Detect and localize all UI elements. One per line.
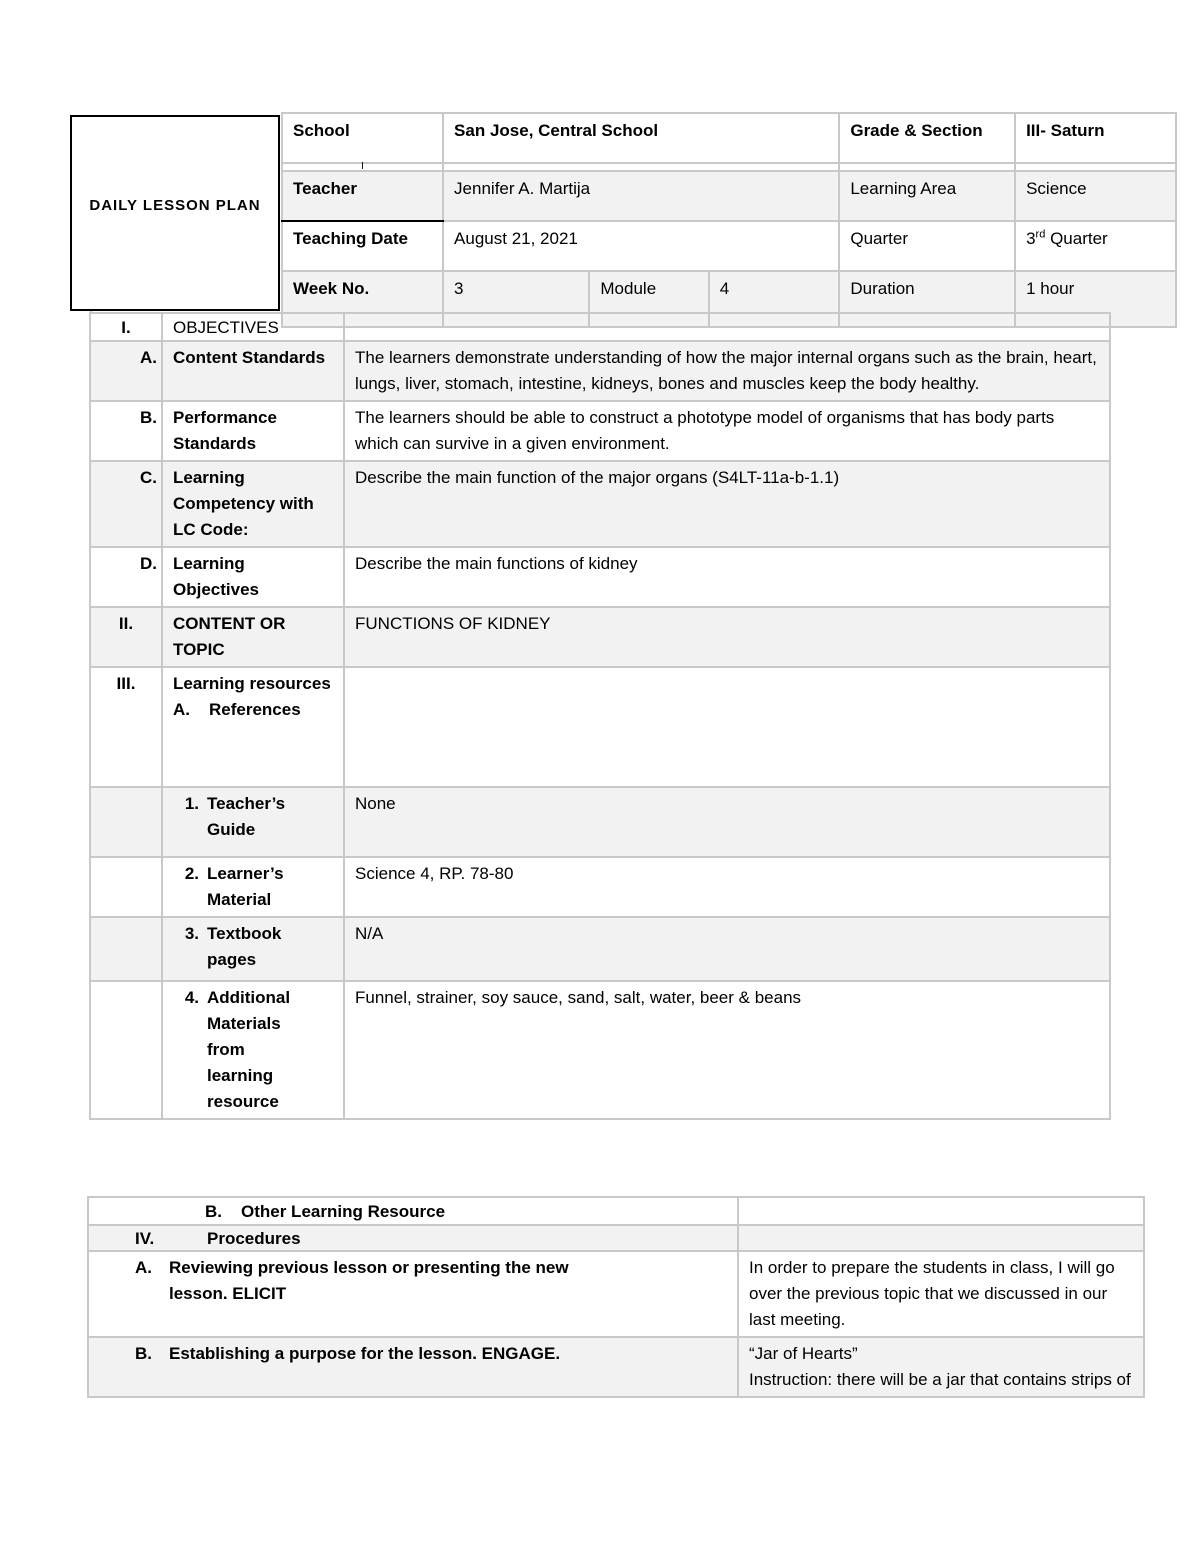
other-resource-label: Other Learning Resource (241, 1202, 446, 1221)
quarter-suffix: rd (1035, 228, 1046, 241)
procedures-heading (88, 1225, 738, 1251)
stray-mark: I (282, 163, 443, 171)
resource-number: 2. (184, 864, 199, 883)
row-value: The learners should be able to construct a phototype model of organisms that has body parts which can survive in a given environment. (344, 401, 1110, 461)
school-value: San Jose, Central School (443, 113, 839, 163)
quarter-label: Quarter (839, 221, 1015, 271)
spacer-cell (90, 787, 162, 857)
resource-item (162, 917, 344, 981)
procedure-letter: B. (135, 1344, 152, 1363)
row-label: Learning Competency with LC Code: (162, 461, 344, 547)
procedure-label: Reviewing previous lesson or presenting the new lesson. ELICIT (169, 1258, 569, 1303)
row-value: Describe the main function of the major organs (S4LT-11a-b-1.1) (344, 461, 1110, 547)
date-label: Teaching Date (282, 221, 443, 271)
procedure-row (88, 1251, 738, 1337)
resource-item (162, 787, 344, 857)
grade-label: Grade & Section (839, 113, 1015, 163)
procedures-label: Procedures (207, 1229, 301, 1248)
module-value: 4 (709, 271, 840, 327)
activity-title: “Jar of Hearts” (749, 1344, 858, 1363)
date-value: August 21, 2021 (443, 221, 839, 271)
procedure-value: In order to prepare the students in class, I will go over the previous topic that we discussed in our last meeting. (738, 1251, 1144, 1337)
row-label: Learning Objectives (162, 547, 344, 607)
quarter-value (1015, 221, 1176, 271)
header-info-table (281, 112, 1177, 328)
resource-value: None (344, 787, 1110, 857)
section-heading (162, 667, 344, 787)
procedures-number: IV. (135, 1229, 155, 1248)
area-label: Learning Area (839, 171, 1015, 221)
duration-value: 1 hour (1015, 271, 1176, 327)
resource-number: 1. (184, 794, 199, 813)
procedures-table (87, 1196, 1145, 1398)
quarter-number: 3 (1026, 229, 1036, 248)
week-label: Week No. (282, 271, 443, 327)
activity-instruction: Instruction: there will be a jar that contains strips of (749, 1370, 1131, 1389)
procedure-row (88, 1337, 738, 1397)
teacher-value: Jennifer A. Martija (443, 171, 839, 221)
resource-value: Funnel, strainer, soy sauce, sand, salt, water, beer & beans (344, 981, 1110, 1119)
procedure-value (738, 1337, 1144, 1397)
spacer-cell (90, 917, 162, 981)
other-resource-value (738, 1197, 1144, 1225)
section-heading: CONTENT OR TOPIC (162, 607, 344, 667)
other-resource-letter: B. (205, 1202, 222, 1221)
quarter-word: Quarter (1050, 229, 1108, 248)
week-value: 3 (443, 271, 589, 327)
row-value: Describe the main functions of kidney (344, 547, 1110, 607)
row-label: Content Standards (162, 341, 344, 401)
resource-number: 3. (184, 924, 199, 943)
section-heading: OBJECTIVES (162, 313, 344, 341)
section-number: I. (90, 313, 162, 341)
row-letter: A. (90, 341, 162, 401)
section-number: II. (90, 607, 162, 667)
row-letter: B. (90, 401, 162, 461)
resources-label: Learning resources (173, 674, 331, 693)
document-title: DAILY LESSON PLAN (89, 197, 261, 214)
area-value: Science (1015, 171, 1176, 221)
resource-item (162, 981, 344, 1119)
spacer-cell (1015, 163, 1176, 171)
spacer-cell (443, 163, 839, 171)
resource-value: Science 4, RP. 78-80 (344, 857, 1110, 917)
module-label: Module (589, 271, 708, 327)
procedure-label: Establishing a purpose for the lesson. ENGAGE. (169, 1344, 561, 1363)
section-value (344, 313, 1110, 341)
spacer-cell (839, 163, 1015, 171)
duration-label: Duration (839, 271, 1015, 327)
resource-label: Textbook pages (207, 924, 282, 969)
section-value: FUNCTIONS OF KIDNEY (344, 607, 1110, 667)
section-number: III. (90, 667, 162, 787)
resource-number: 4. (184, 988, 199, 1007)
row-label: Performance Standards (162, 401, 344, 461)
school-label: School (282, 113, 443, 163)
row-letter: D. (90, 547, 162, 607)
references-row (173, 697, 333, 723)
lesson-plan-table (89, 312, 1111, 1120)
spacer-cell (90, 857, 162, 917)
resource-item (162, 857, 344, 917)
resource-label: Additional Materials from learning resource (207, 988, 291, 1111)
grade-value: III- Saturn (1015, 113, 1176, 163)
resource-label: Teacher’s Guide (207, 794, 286, 839)
section-value (344, 667, 1110, 787)
references-letter: A. (173, 700, 190, 719)
row-value: The learners demonstrate understanding of how the major internal organs such as the brain, heart, lungs, liver, stomach, intestine, kidneys, bones and muscles keep the body healthy. (344, 341, 1110, 401)
procedure-letter: A. (135, 1258, 152, 1277)
spacer-cell (90, 981, 162, 1119)
resource-label: Learner’s Material (207, 864, 284, 909)
references-label: References (209, 700, 301, 719)
row-letter: C. (90, 461, 162, 547)
procedures-value (738, 1225, 1144, 1251)
resource-value: N/A (344, 917, 1110, 981)
other-resource-cell (88, 1197, 738, 1225)
teacher-label: Teacher (282, 171, 443, 221)
